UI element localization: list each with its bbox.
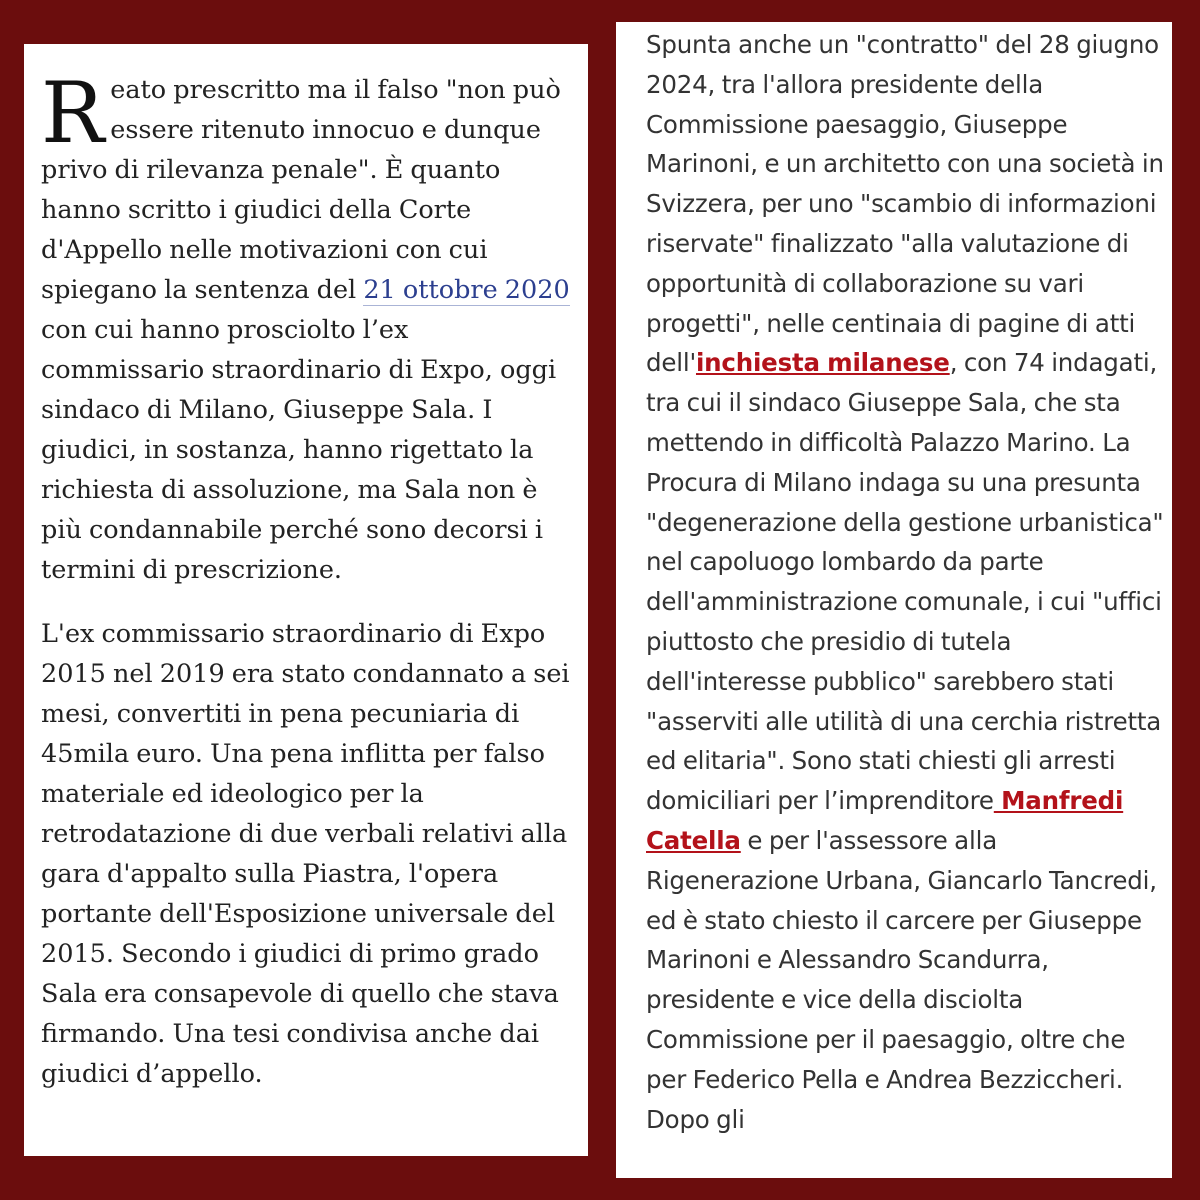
- left-paragraph-1-start: eato prescritto ma il falso "non può essere ritenuto innocuo e dunque privo di rilevanza penale". È quanto hanno scritto i giudici della Corte d'Appello nelle motivazioni con cui spiegano la sentenza del: [41, 75, 561, 305]
- left-paragraph-1: [41, 64, 576, 590]
- left-article-clipping: [24, 44, 588, 1156]
- right-text-part-1: Spunta anche un "contratto" del 28 giugno 2024, tra l'allora presidente della Commissione paesaggio, Giuseppe Marinoni, e un architetto con una società in Svizzera, per uno "scambio di informazioni riservate" finalizzato "alla valutazione di opportunità di collaborazione su vari progetti", nelle centinaia di pagine di atti dell': [646, 30, 1164, 378]
- date-link[interactable]: 21 ottobre 2020: [363, 275, 570, 305]
- right-text-part-3: e per l'assessore alla Rigenerazione Urbana, Giancarlo Tancredi, ed è stato chiesto il carcere per Giuseppe Marinoni e Alessandro Scandurra, presidente e vice della disciolta Commissione per il paesaggio, oltre che per Federico Pella e Andrea Bezziccheri. Dopo gli: [646, 825, 1157, 1134]
- left-paragraph-1-end: con cui hanno prosciolto l’ex commissario straordinario di Expo, oggi sindaco di Milano, Giuseppe Sala. I giudici, in sostanza, hanno rigettato la richiesta di assoluzione, ma Sala non è più condannabile perché sono decorsi i termini di prescrizione.: [41, 315, 557, 585]
- right-text-part-2: , con 74 indagati, tra cui il sindaco Giuseppe Sala, che sta mettendo in difficoltà Palazzo Marino. La Procura di Milano indaga su una presunta "degenerazione della gestione urbanistica" nel capoluogo lombardo da parte dell'amministrazione comunale, i cui "uffici piuttosto che presidio di tutela dell'interesse pubblico" sarebbero stati "asserviti alle utilità di una cerchia ristretta ed elitaria". Sono stati chiesti gli arresti domiciliari per l’imprenditore: [646, 348, 1164, 816]
- manfredi-catella-link[interactable]: Manfredi Catella: [646, 786, 1124, 855]
- left-paragraph-2: L'ex commissario straordinario di Expo 2015 nel 2019 era stato condannato a sei mesi, convertiti in pena pecuniaria di 45mila euro. Una pena inflitta per falso materiale ed ideologico per la retrodatazione di due verbali relativi alla gara d'appalto sulla Piastra, l'opera portante dell'Esposizione universale del 2015. Secondo i giudici di primo grado Sala era consapevole di quello che stava firmando. Una tesi condivisa anche dai giudici d’appello.: [41, 619, 570, 1089]
- inchiesta-milanese-link[interactable]: inchiesta milanese: [695, 348, 950, 378]
- right-article-clipping: [616, 22, 1172, 1178]
- right-paragraph: [646, 25, 1168, 1139]
- drop-cap: R: [41, 64, 105, 162]
